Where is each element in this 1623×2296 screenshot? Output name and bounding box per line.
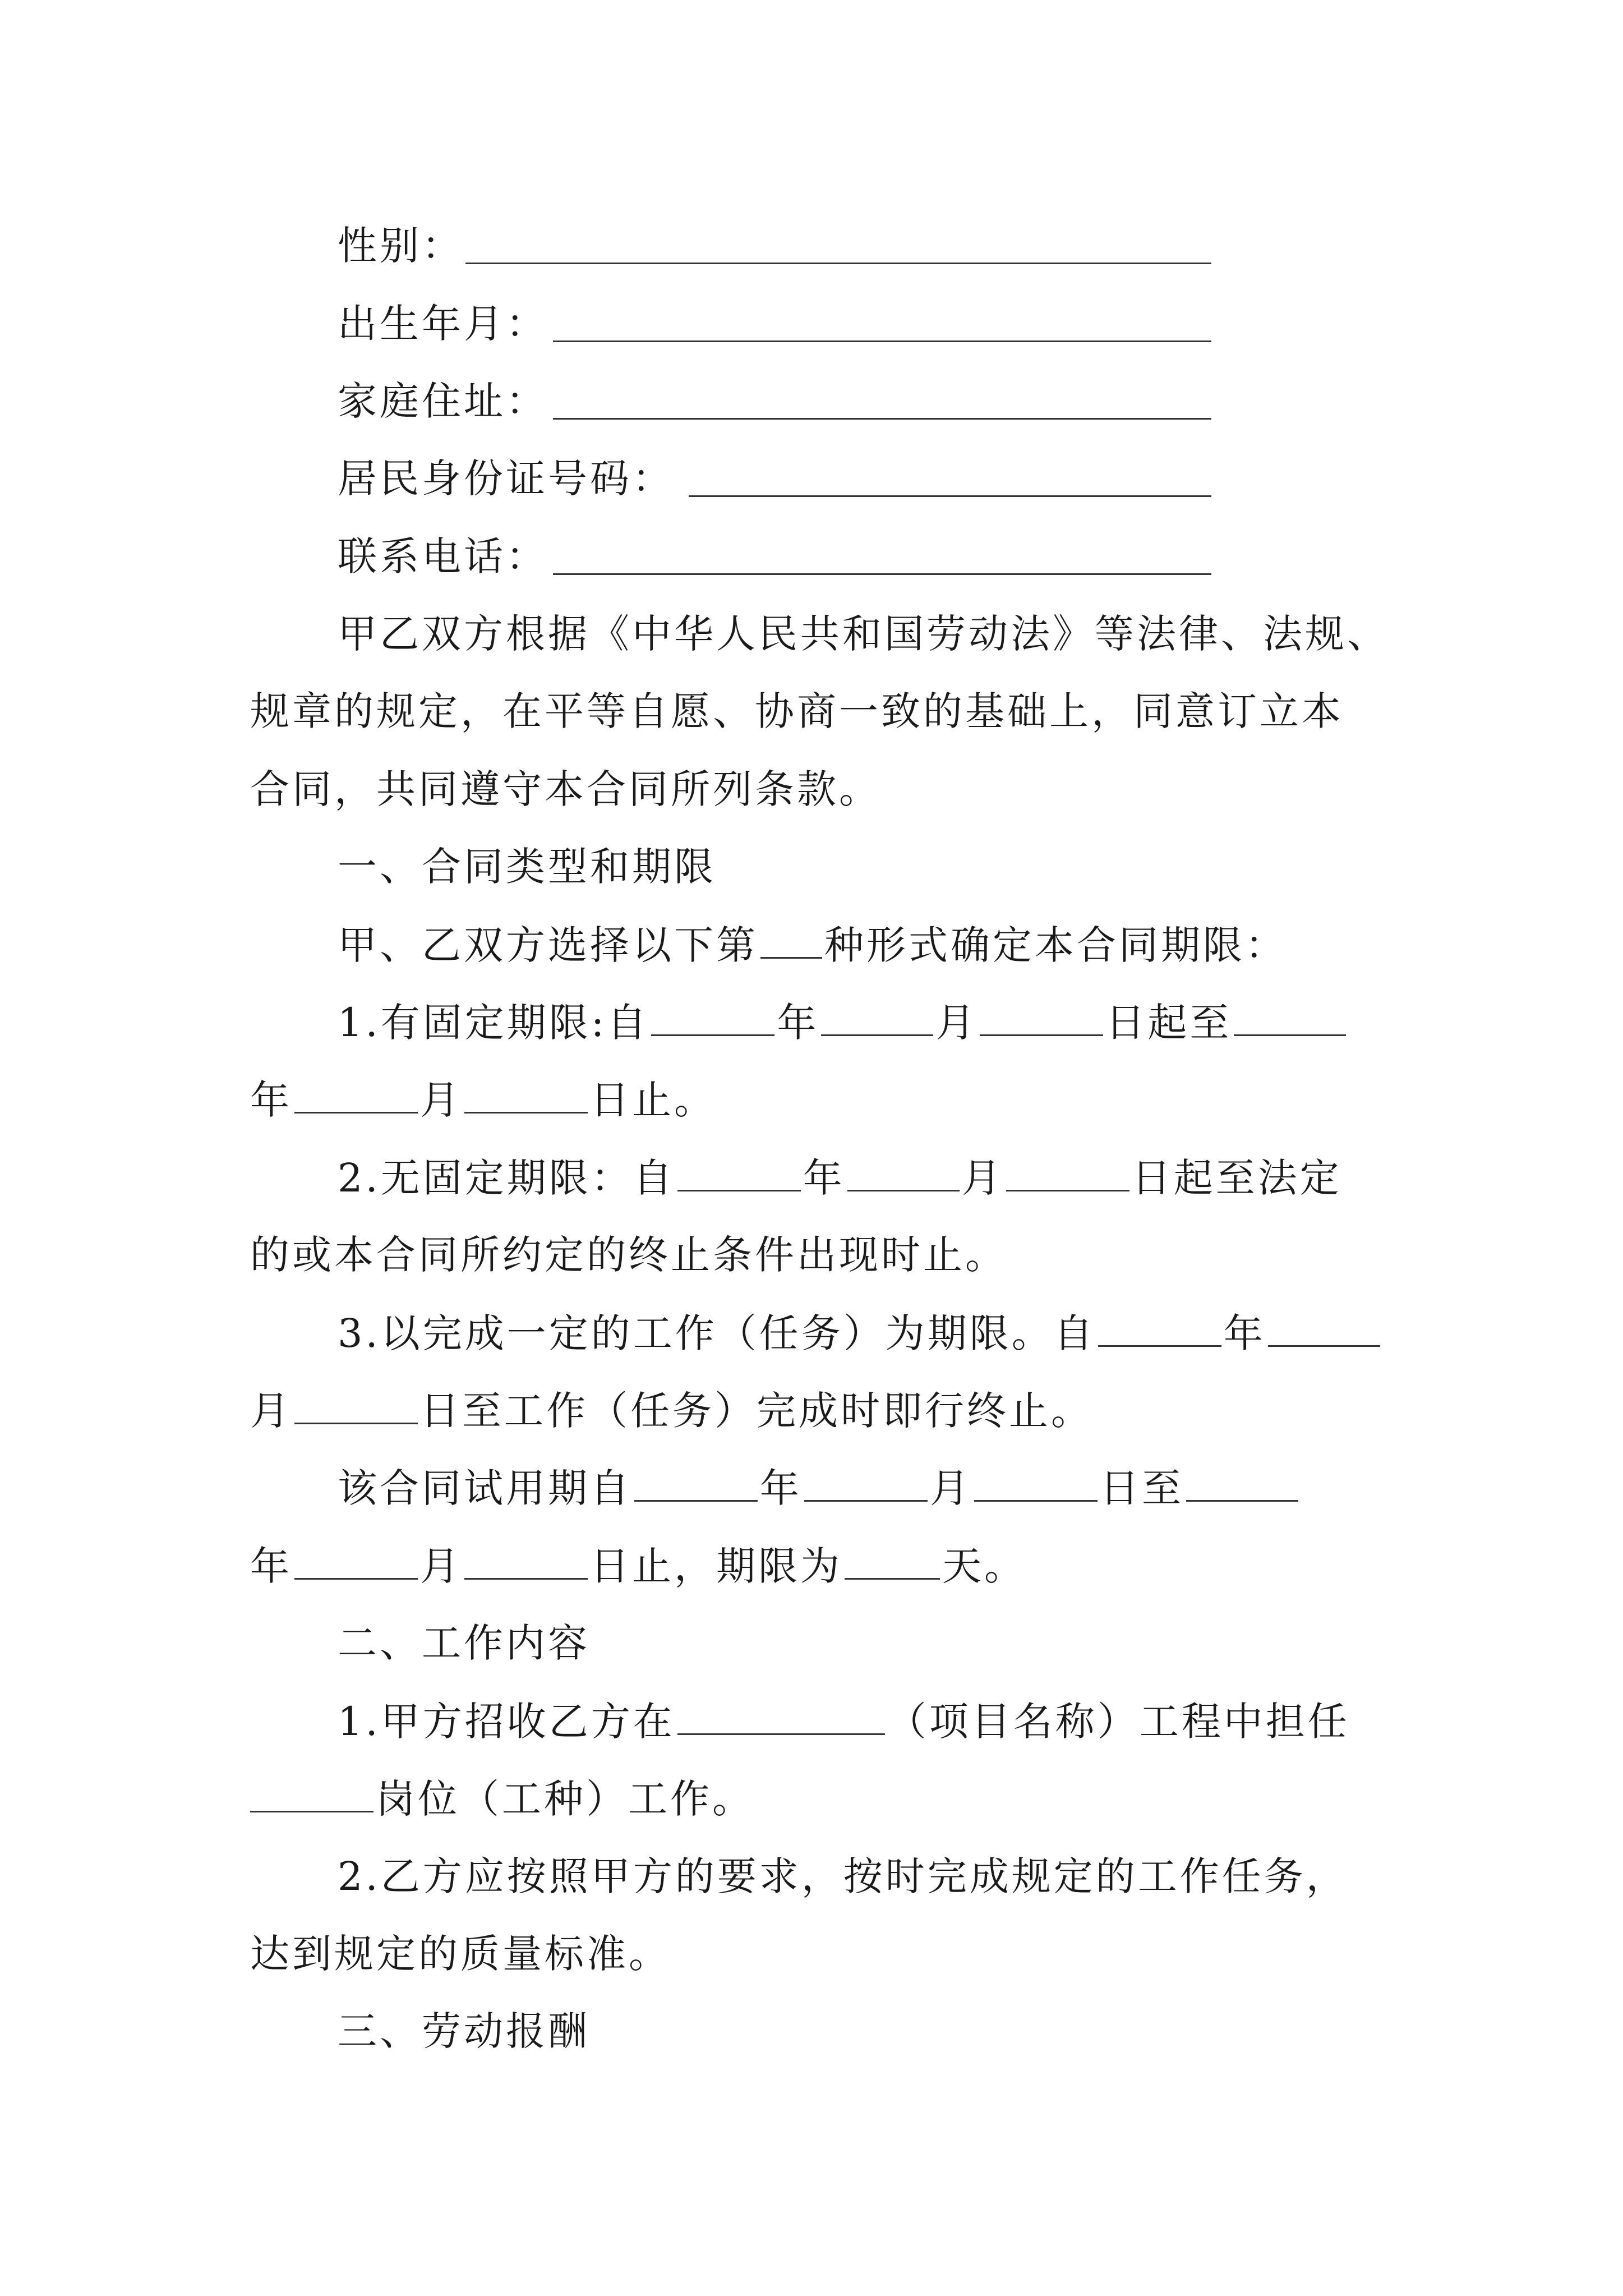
day-label: 日起至 (1105, 1000, 1232, 1046)
choose-text-b: 种形式确定本合同期限： (824, 922, 1287, 968)
work-item-2-line-2: 达到规定的质量标准。 (250, 1931, 671, 1977)
intro-line-2: 规章的规定，在平等自愿、协商一致的基础上，同意订立本 (250, 688, 1344, 734)
field-gender-label: 性别： (338, 223, 464, 269)
blank[interactable] (804, 1465, 928, 1502)
section-3-title: 三、劳动报酬 (338, 2008, 590, 2054)
year-label: 年 (760, 1465, 802, 1511)
intro-line-3: 合同，共同遵守本合同所列条款。 (250, 766, 881, 812)
section-1-choose (338, 922, 1287, 967)
item-1-text: 1.有固定期限:自 (338, 1000, 649, 1046)
blank[interactable] (1006, 1155, 1129, 1191)
work-item-2-line-1: 2.乙方应按照甲方的要求，按时完成规定的工作任务， (338, 1853, 1348, 1899)
blank[interactable] (1186, 1465, 1298, 1502)
item-2-line-2: 的或本合同所约定的终止条件出现时止。 (250, 1232, 1007, 1278)
trial-line-2 (250, 1543, 1026, 1588)
field-phone-input[interactable] (553, 573, 1211, 575)
work-item-1-text: 1.甲方招收乙方在 (338, 1699, 675, 1745)
blank[interactable] (464, 1543, 588, 1580)
work-item-1-text-b: （项目名称）工程中担任 (887, 1699, 1350, 1745)
blank[interactable] (464, 1077, 588, 1114)
item-1-line-2 (250, 1077, 716, 1122)
month-label: 月 (420, 1543, 462, 1589)
item-1-line-1 (338, 1000, 1348, 1045)
blank[interactable] (634, 1465, 758, 1502)
intro-line-1: 甲乙双方根据《中华人民共和国劳动法》等法律、法规、 (338, 611, 1389, 657)
blank[interactable] (651, 1000, 774, 1036)
item-3-text: 3.以完成一定的工作（任务）为期限。自 (338, 1310, 1096, 1356)
blank[interactable] (1098, 1310, 1221, 1347)
month-label: 月 (250, 1388, 292, 1434)
year-label: 年 (803, 1155, 845, 1201)
item-3-line-2 (250, 1388, 1093, 1433)
work-item-1-line-1 (338, 1699, 1350, 1743)
year-label: 年 (777, 1000, 819, 1046)
trial-line-1 (338, 1465, 1301, 1510)
blank[interactable] (294, 1388, 418, 1424)
blank[interactable] (847, 1155, 960, 1191)
item-3-end-text: 日至工作（任务）完成时即行终止。 (420, 1388, 1093, 1434)
trial-text: 该合同试用期自 (338, 1465, 632, 1511)
month-label: 月 (420, 1077, 462, 1123)
work-item-1-line-2 (250, 1776, 754, 1821)
item-3-line-1 (338, 1310, 1382, 1355)
field-gender-input[interactable] (465, 263, 1211, 264)
choose-text-a: 甲、乙双方选择以下第 (338, 922, 758, 968)
blank[interactable] (1268, 1310, 1380, 1347)
blank[interactable] (294, 1543, 418, 1580)
work-item-1-text-c: 岗位（工种）工作。 (376, 1776, 754, 1822)
field-phone-label: 联系电话： (338, 533, 548, 579)
blank[interactable] (845, 1543, 940, 1580)
year-label: 年 (250, 1077, 292, 1123)
day-label: 日至 (1100, 1465, 1184, 1511)
blank[interactable] (677, 1699, 885, 1735)
month-label: 月 (930, 1465, 972, 1511)
blank[interactable] (821, 1000, 933, 1036)
blank[interactable] (250, 1776, 374, 1812)
blank[interactable] (974, 1465, 1098, 1502)
field-id-input[interactable] (689, 495, 1211, 497)
field-birth-label: 出生年月： (338, 301, 548, 347)
field-address-input[interactable] (553, 418, 1211, 420)
blank[interactable] (677, 1155, 801, 1191)
field-birth-input[interactable] (553, 341, 1211, 342)
field-address-label: 家庭住址： (338, 378, 548, 424)
trial-period-text: 日止，期限为 (590, 1543, 842, 1589)
days-label: 天。 (942, 1543, 1026, 1589)
blank[interactable] (1234, 1000, 1346, 1036)
field-id-label: 居民身份证号码： (338, 455, 674, 501)
section-2-title: 二、工作内容 (338, 1620, 590, 1666)
section-1-title: 一、合同类型和期限 (338, 844, 716, 890)
blank[interactable] (980, 1000, 1103, 1036)
day-label: 日止。 (590, 1077, 716, 1123)
year-label: 年 (1223, 1310, 1266, 1356)
year-label: 年 (250, 1543, 292, 1589)
month-label: 月 (935, 1000, 978, 1046)
item-2-line-1 (338, 1155, 1342, 1200)
month-label: 月 (961, 1155, 1004, 1201)
blank[interactable] (294, 1077, 418, 1114)
choose-blank[interactable] (760, 922, 822, 959)
item-2-text: 2.无固定期限：自 (338, 1155, 675, 1201)
day-label: 日起至法定 (1131, 1155, 1342, 1201)
